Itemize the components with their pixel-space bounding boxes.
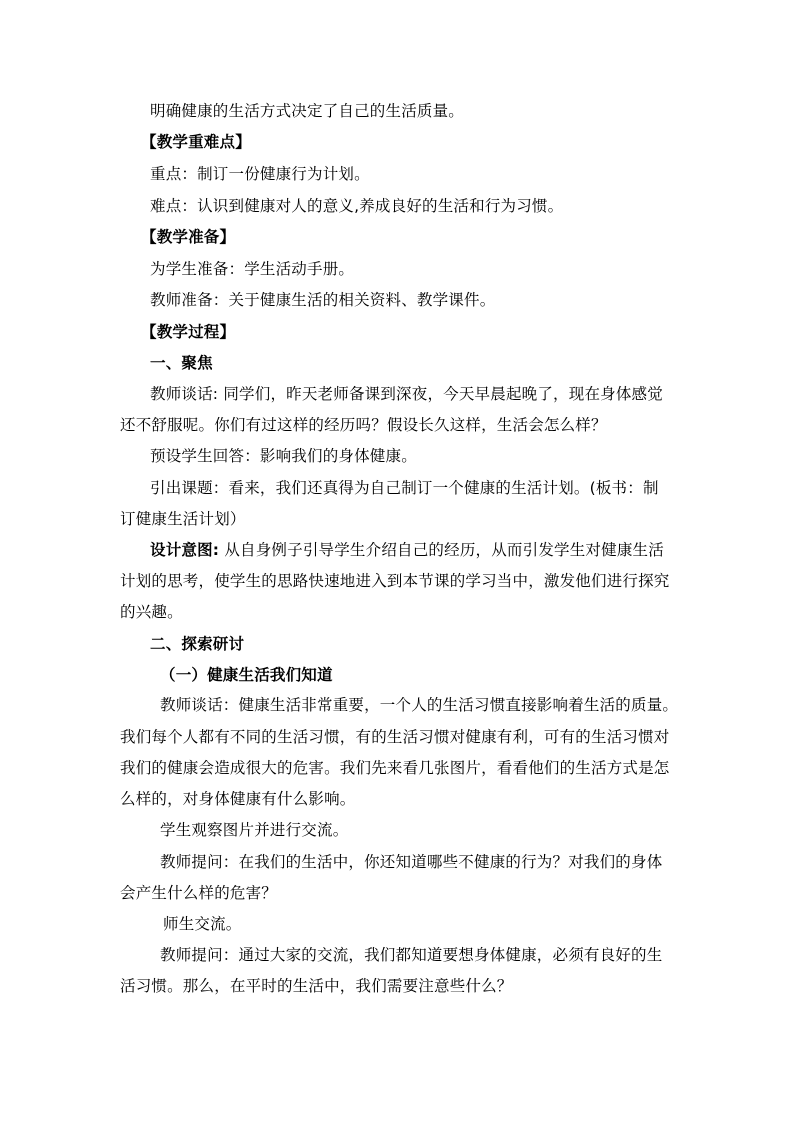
paragraph-line: 我们的健康会造成很大的危害。我们先来看几张图片，看看他们的生活方式是怎	[120, 759, 670, 777]
design-intent-label: 设计意图:	[150, 541, 220, 559]
section-heading: 【教学重难点】	[141, 133, 251, 151]
subsection-heading: （一）健康生活我们知道	[160, 666, 333, 684]
paragraph-line: 教师提问：在我们的生活中，你还知道哪些不健康的行为？对我们的身体	[160, 853, 663, 871]
design-intent-text: 从自身例子引导学生介绍自己的经历，从而引发学生对健康生活	[219, 541, 664, 559]
paragraph-line: 难点：认识到健康对人的意义,养成良好的生活和行为习惯。	[150, 197, 564, 215]
paragraph-line: 教师提问：通过大家的交流，我们都知道要想身体健康，必须有良好的生	[160, 946, 663, 964]
paragraph-line: 我们每个人都有不同的生活习惯，有的生活习惯对健康有利，可有的生活习惯对	[120, 728, 670, 746]
paragraph-line: 师生交流。	[163, 915, 242, 933]
subsection-heading: 一、聚焦	[150, 354, 213, 372]
paragraph-line: 教师准备：关于健康生活的相关资料、教学课件。	[150, 291, 496, 309]
paragraph-line: 引出课题：看来，我们还真得为自己制订一个健康的生活计划。(板书：制	[150, 479, 659, 497]
paragraph-line: 的兴趣。	[120, 603, 183, 621]
paragraph-line: 计划的思考，使学生的思路快速地进入到本节课的学习当中，激发他们进行探究	[120, 572, 670, 590]
paragraph-line: 教师谈话：健康生活非常重要，一个人的生活习惯直接影响着生活的质量。	[160, 696, 679, 714]
paragraph-line: 还不舒服呢。你们有过这样的经历吗？假设长久这样，生活会怎么样？	[120, 416, 607, 434]
paragraph-line: 明确健康的生活方式决定了自己的生活质量。	[150, 102, 465, 120]
paragraph-line: 重点：制订一份健康行为计划。	[150, 165, 370, 183]
paragraph-line: 教师谈话: 同学们，昨天老师备课到深夜，今天早晨起晚了，现在身体感觉	[150, 385, 663, 403]
paragraph-line: 预设学生回答：影响我们的身体健康。	[150, 447, 417, 465]
section-heading: 二、探索研讨	[150, 635, 245, 653]
paragraph-line: 么样的，对身体健康有什么影响。	[120, 790, 356, 808]
section-heading: 【教学准备】	[141, 228, 236, 246]
paragraph-line: 订健康生活计划）	[120, 510, 246, 528]
section-heading: 【教学过程】	[141, 323, 236, 341]
design-intent-line	[150, 540, 664, 560]
paragraph-line: 学生观察图片并进行交流。	[160, 821, 349, 839]
paragraph-line: 会产生什么样的危害？	[120, 884, 278, 902]
paragraph-line: 活习惯。那么，在平时的生活中，我们需要注意些什么？	[120, 977, 513, 995]
paragraph-line: 为学生准备：学生活动手册。	[150, 260, 355, 278]
